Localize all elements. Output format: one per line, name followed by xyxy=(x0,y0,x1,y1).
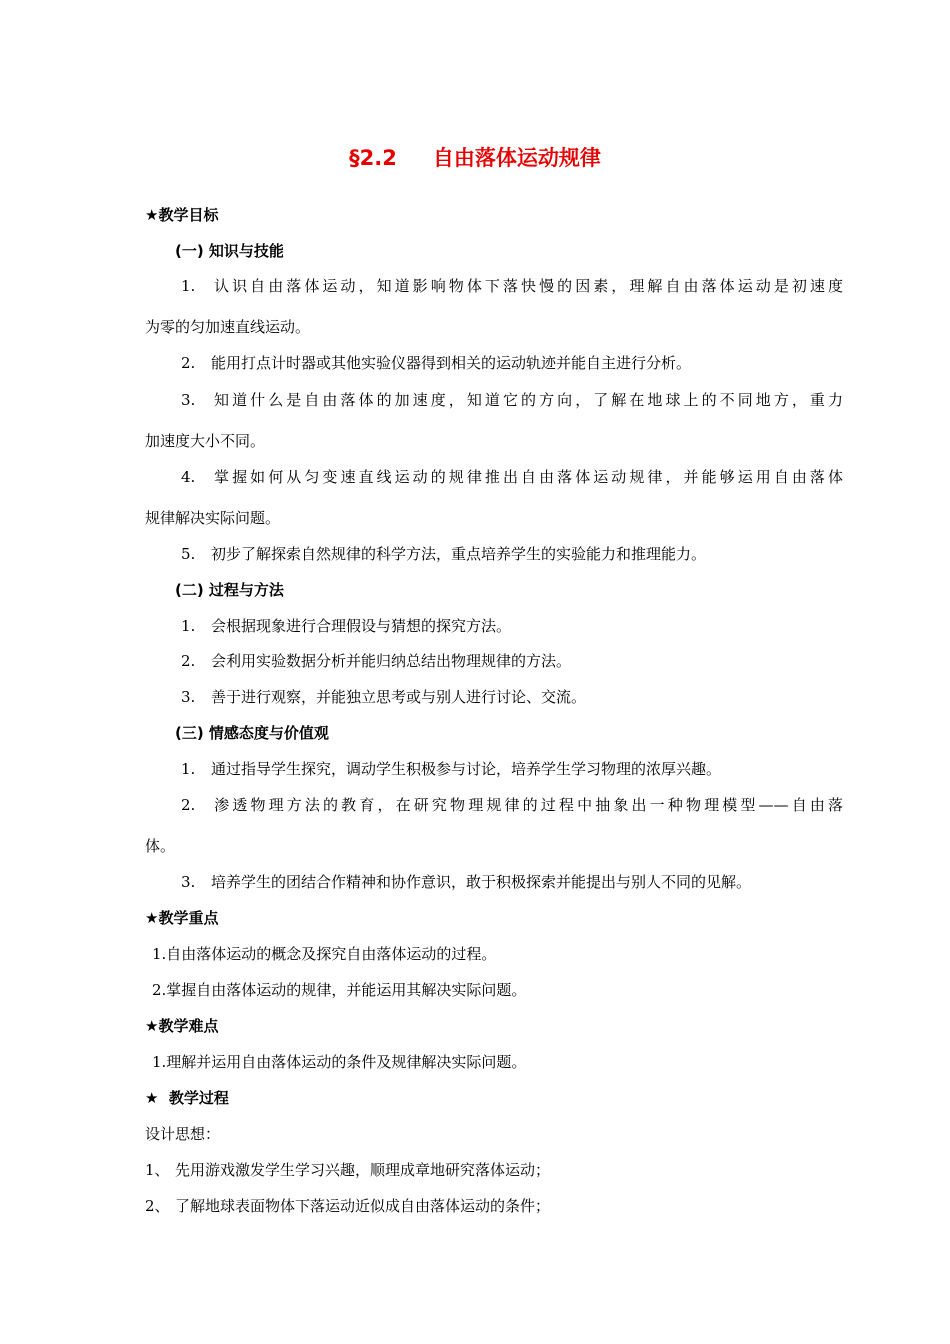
process-item-1: 1、 先用游戏激发学生学习兴趣，顺理成章地研究落体运动； xyxy=(145,1161,551,1179)
process-item-2: 2、 了解地球表面物体下落运动近似成自由落体运动的条件； xyxy=(145,1197,551,1215)
sub1-item-3-cont: 加速度大小不同。 xyxy=(145,432,266,450)
sub1-item-4-cont: 规律解决实际问题。 xyxy=(145,509,281,527)
sub1-item-1-cont: 为零的匀加速直线运动。 xyxy=(145,318,311,336)
sub1-item-5: 5. 初步了解探索自然规律的科学方法，重点培养学生的实验能力和推理能力。 xyxy=(181,545,707,563)
sub3-item-3: 3. 培养学生的团结合作精神和协作意识，敢于积极探索并能提出与别人不同的见解。 xyxy=(181,873,752,891)
key-points-heading: ★教学重点 xyxy=(145,909,219,927)
page-title xyxy=(0,142,950,172)
sub2-item-1: 1. 会根据现象进行合理假设与猜想的探究方法。 xyxy=(181,617,512,635)
process-heading: ★ 教学过程 xyxy=(145,1089,229,1107)
sub3-item-2: 2. 渗透物理方法的教育，在研究物理规律的过程中抽象出一种物理模型——自由落 xyxy=(181,796,843,814)
difficulties-heading: ★教学难点 xyxy=(145,1017,219,1035)
sub3-item-2-cont: 体。 xyxy=(145,837,176,855)
goals-heading: ★教学目标 xyxy=(145,206,219,224)
sub3-heading: (三) 情感态度与价值观 xyxy=(175,724,329,742)
key-point-2: 2.掌握自由落体运动的规律，并能运用其解决实际问题。 xyxy=(152,981,527,999)
sub2-item-2: 2. 会利用实验数据分析并能归纳总结出物理规律的方法。 xyxy=(181,652,572,670)
sub2-heading: (二) 过程与方法 xyxy=(175,581,284,599)
design-label: 设计思想： xyxy=(145,1125,221,1143)
section-number: §2.2 xyxy=(349,146,397,170)
difficulty-1: 1.理解并运用自由落体运动的条件及规律解决实际问题。 xyxy=(152,1053,527,1071)
sub1-item-4: 4. 掌握如何从匀变速直线运动的规律推出自由落体运动规律，并能够运用自由落体 xyxy=(181,468,843,486)
sub1-item-1: 1. 认识自由落体运动，知道影响物体下落快慢的因素，理解自由落体运动是初速度 xyxy=(181,277,843,295)
sub1-item-2: 2. 能用打点计时器或其他实验仪器得到相关的运动轨迹并能自主进行分析。 xyxy=(181,354,692,372)
sub1-item-3: 3. 知道什么是自由落体的加速度，知道它的方向，了解在地球上的不同地方，重力 xyxy=(181,391,843,409)
sub3-item-1: 1. 通过指导学生探究，调动学生积极参与讨论，培养学生学习物理的浓厚兴趣。 xyxy=(181,760,722,778)
sub1-heading: (一) 知识与技能 xyxy=(175,242,284,260)
sub2-item-3: 3. 善于进行观察，并能独立思考或与别人进行讨论、交流。 xyxy=(181,688,587,706)
title-text: 自由落体运动规律 xyxy=(432,146,601,170)
key-point-1: 1.自由落体运动的概念及探究自由落体运动的过程。 xyxy=(152,945,497,963)
